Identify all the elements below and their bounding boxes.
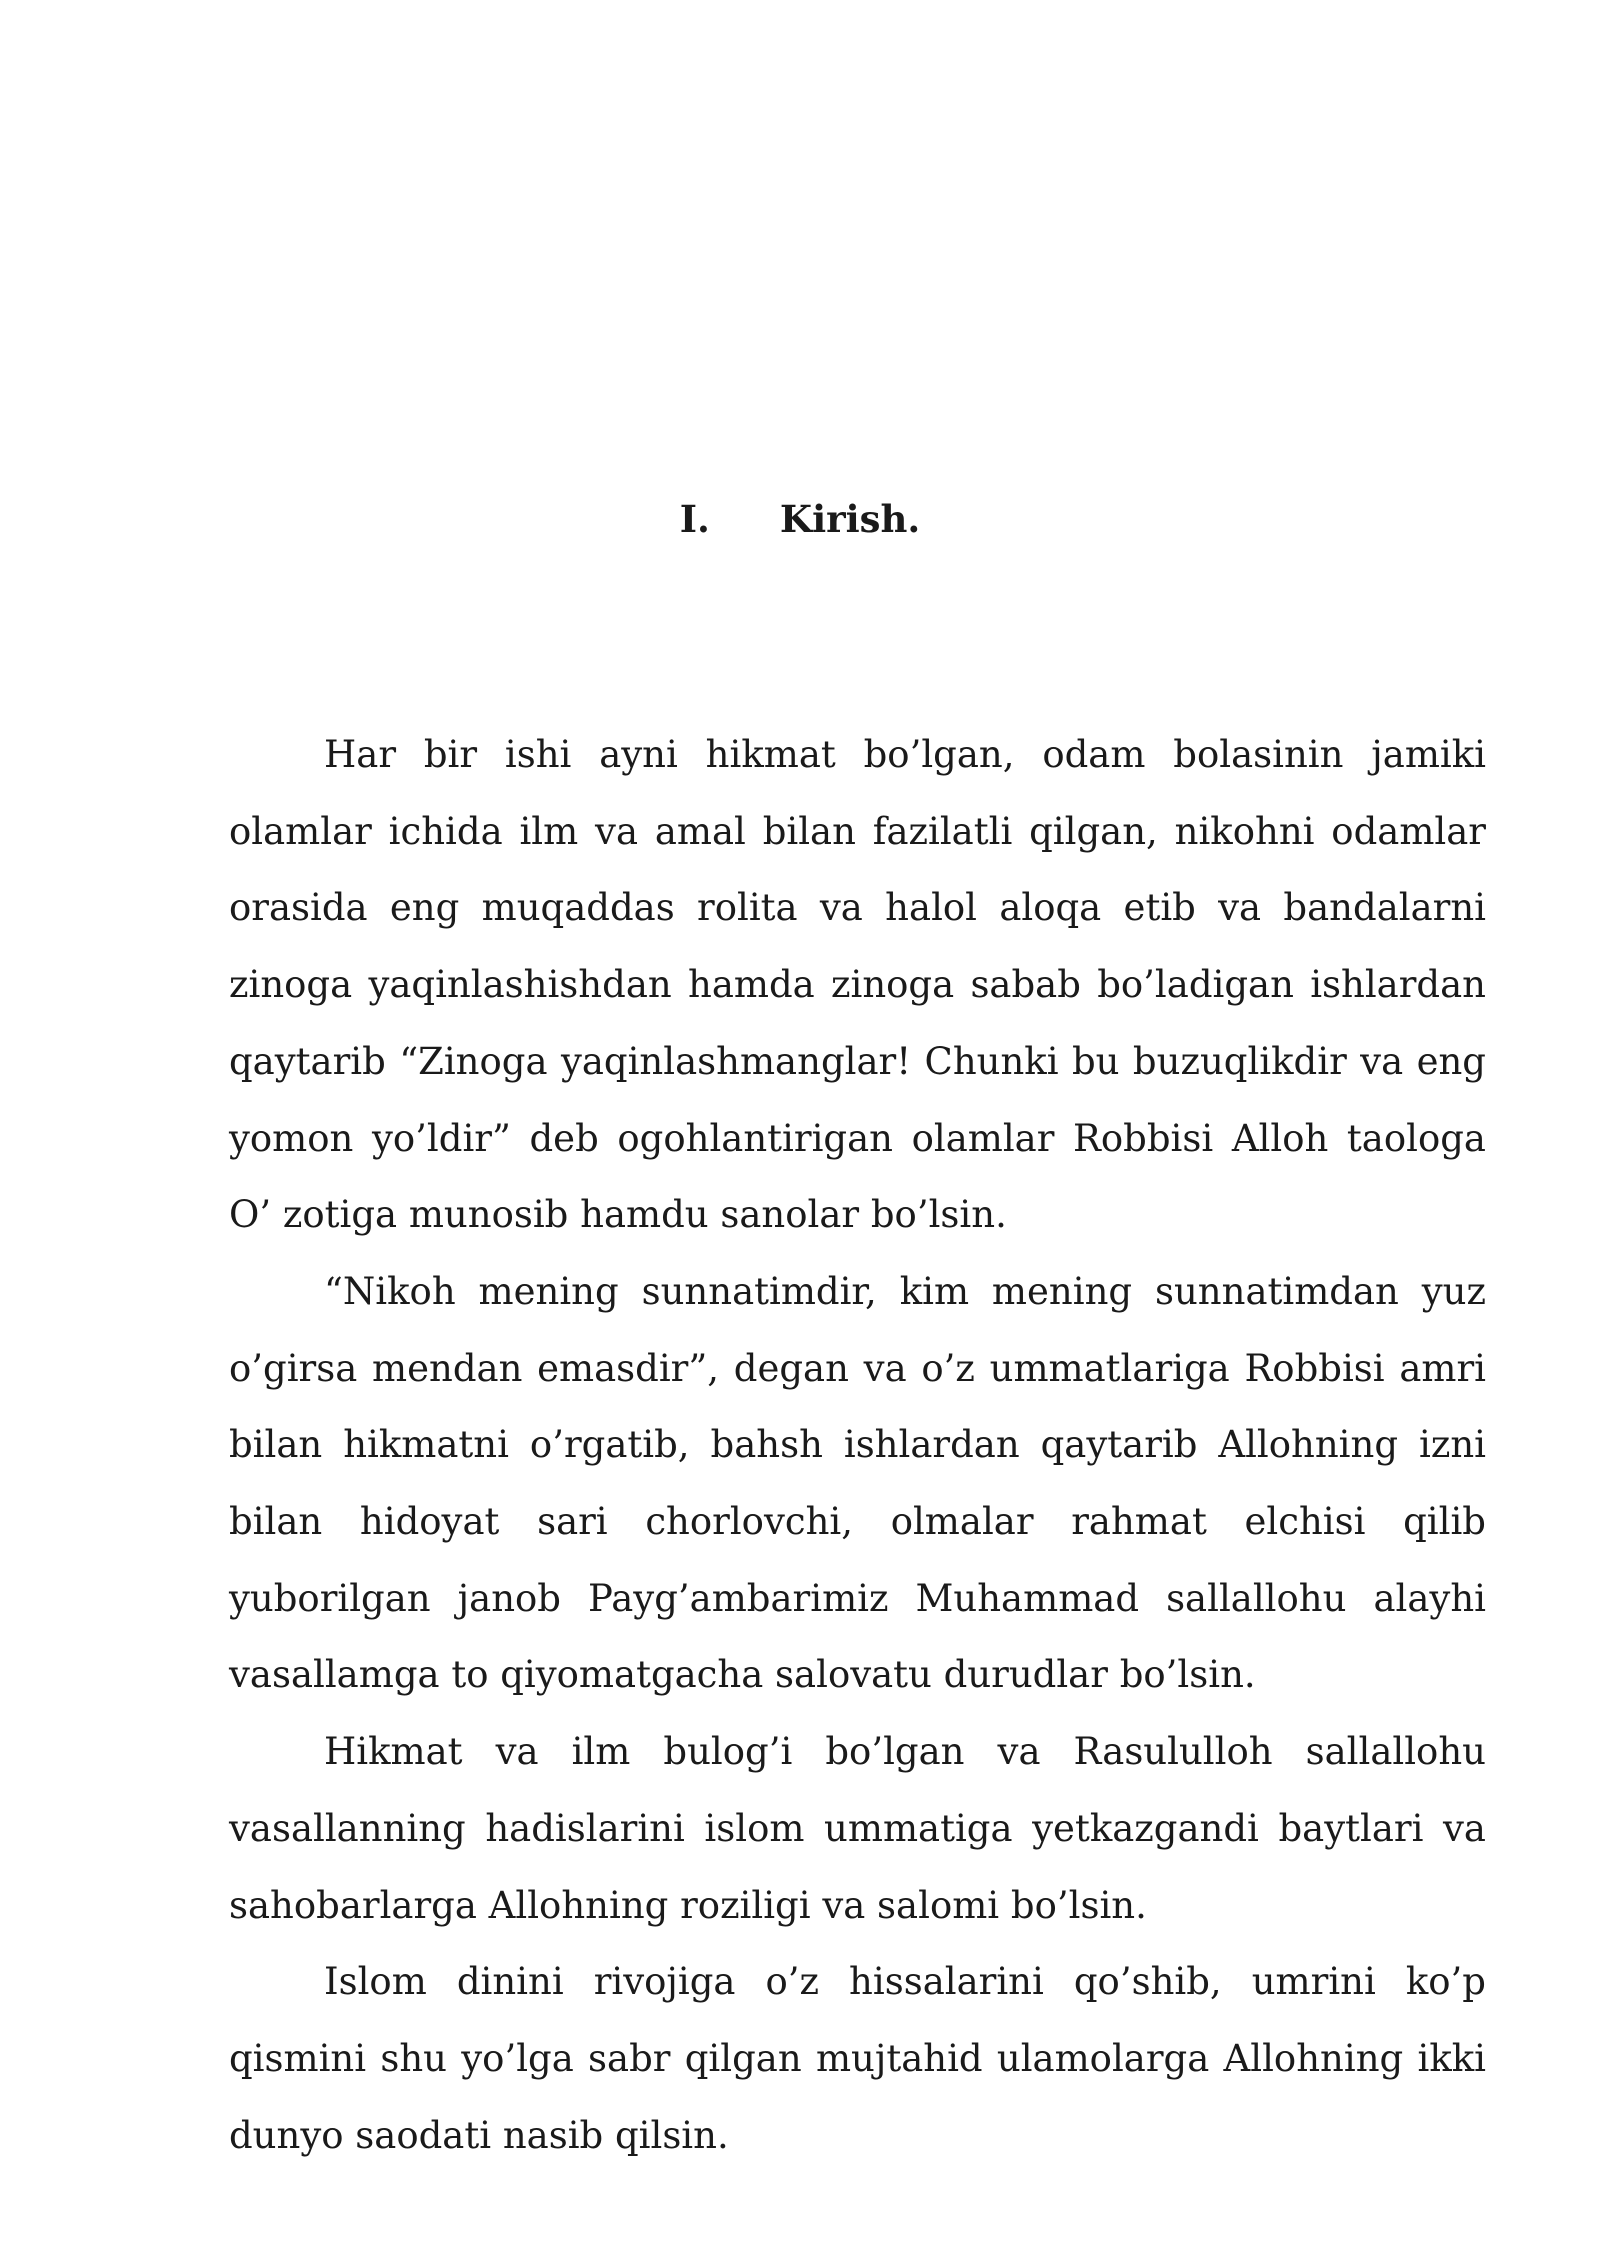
paragraph: Har bir ishi ayni hikmat bo’lgan, odam bolasinin jamiki olamlar ichida ilm va amal bilan fazilatli qilgan, nikohni odamlar orasida eng muqaddas rolita va halol aloqa etib va bandalarni zinoga yaqinlashishdan hamda zinoga sabab bo’ladigan ishlardan qaytarib “Zinoga yaqinlashmanglar! Chunki bu buzuqlikdir va eng yomon yo’ldir” deb ogohlantirigan olamlar Robbisi Alloh taologa O’ zotiga munosib hamdu sanolar bo’lsin.: [229, 733, 1486, 1237]
document-body: [229, 717, 1486, 2174]
paragraph: “Nikoh mening sunnatimdir, kim mening sunnatimdan yuz o’girsa mendan emasdir”, degan va o’z ummatlariga Robbisi amri bilan hikmatni o’rgatib, bahsh ishlardan qaytarib Allohning izni bilan hidoyat sari chorlovchi, olmalar rahmat elchisi qilib yuborilgan janob Payg’ambarimiz Muhammad sallallohu alayhi vasallamga to qiyomatgacha salovatu durudlar bo’lsin.: [229, 1269, 1486, 1697]
paragraph: Hikmat va ilm bulog’i bo’lgan va Rasululloh sallallohu vasallanning hadislarini islom ummatiga yetkazgandi baytlari va sahobarlarga Allohning roziligi va salomi bo’lsin.: [229, 1730, 1486, 1927]
section-title: Kirish.: [779, 497, 921, 541]
section-heading: [0, 494, 1600, 544]
section-number: I.: [679, 497, 710, 541]
paragraph: Islom dinini rivojiga o’z hissalarini qo’shib, umrini ko’p qismini shu yo’lga sabr qilgan mujtahid ulamolarga Allohning ikki dunyo saodati nasib qilsin.: [229, 1960, 1486, 2157]
